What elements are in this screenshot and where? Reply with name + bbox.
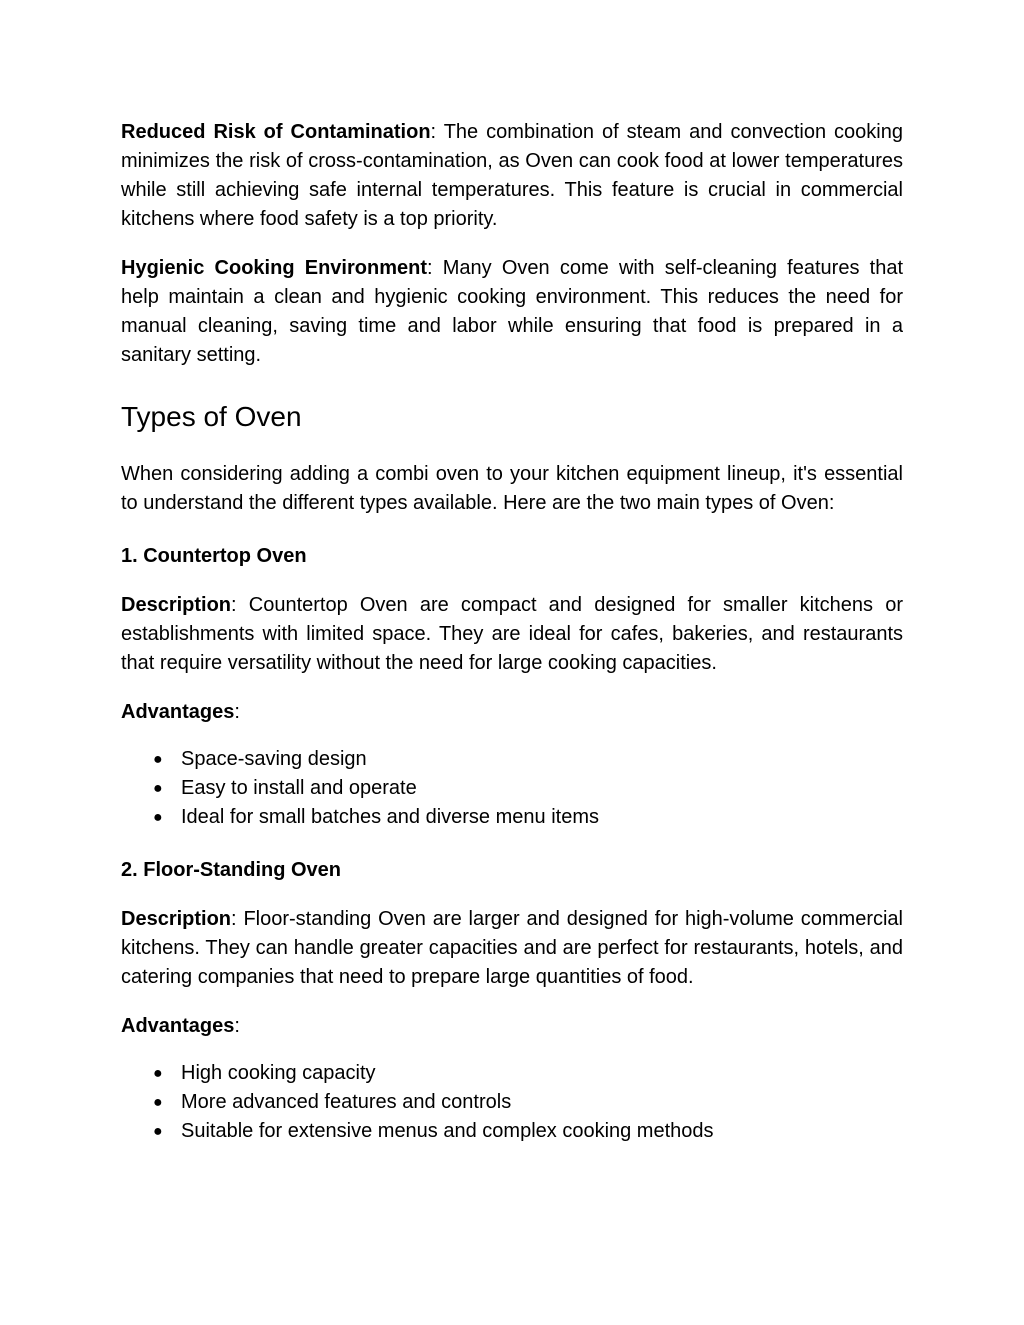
countertop-advantages-label xyxy=(121,698,903,727)
list-item-text: High cooking capacity xyxy=(181,1062,376,1084)
floor-desc-term: Description xyxy=(121,908,232,930)
list-item xyxy=(121,774,903,803)
countertop-description xyxy=(121,591,903,678)
list-item xyxy=(121,745,903,774)
countertop-advantages-list xyxy=(121,745,903,832)
floor-advantages-list xyxy=(121,1059,903,1146)
bullet-icon: ● xyxy=(153,780,163,797)
list-item xyxy=(121,1117,903,1146)
hygienic-term: Hygienic Cooking Environment xyxy=(121,257,427,279)
list-item xyxy=(121,1088,903,1117)
bullet-icon: ● xyxy=(153,1123,163,1140)
countertop-adv-term: Advantages xyxy=(121,701,235,723)
countertop-heading: 1. Countertop Oven xyxy=(121,545,307,567)
bullet-icon: ● xyxy=(153,1094,163,1111)
countertop-adv-colon: : xyxy=(234,701,240,723)
floor-standing-heading: 2. Floor-Standing Oven xyxy=(121,859,342,881)
floor-advantages-label xyxy=(121,1012,903,1041)
document-page xyxy=(121,118,903,1146)
list-item-text: More advanced features and controls xyxy=(181,1091,512,1113)
types-heading: Types of Oven xyxy=(121,401,302,432)
contamination-paragraph xyxy=(121,118,903,234)
floor-standing-description xyxy=(121,905,903,992)
hygienic-paragraph xyxy=(121,254,903,370)
bullet-icon: ● xyxy=(153,809,163,826)
list-item-text: Suitable for extensive menus and complex cooking methods xyxy=(181,1120,714,1142)
types-intro: When considering adding a combi oven to your kitchen equipment lineup, it's essential to understand the different types available. Here are the two main types of Oven: xyxy=(121,463,903,514)
floor-adv-term: Advantages xyxy=(121,1015,235,1037)
list-item xyxy=(121,1059,903,1088)
contamination-term: Reduced Risk of Contamination xyxy=(121,121,431,143)
list-item xyxy=(121,803,903,832)
floor-desc-text: : Floor-standing Oven are larger and designed for high-volume commercial kitchens. They can handle greater capacities and are perfect for restaurants, hotels, and catering companies that need to prepare large quantities of food. xyxy=(121,908,903,988)
countertop-desc-text: : Countertop Oven are compact and designed for smaller kitchens or establishments with limited space. They are ideal for cafes, bakeries, and restaurants that require versatility without the need for large cooking capacities. xyxy=(121,594,903,674)
floor-adv-colon: : xyxy=(234,1015,240,1037)
list-item-text: Ideal for small batches and diverse menu items xyxy=(181,806,599,828)
bullet-icon: ● xyxy=(153,1065,163,1082)
list-item-text: Easy to install and operate xyxy=(181,777,417,799)
bullet-icon: ● xyxy=(153,751,163,768)
list-item-text: Space-saving design xyxy=(181,748,367,770)
countertop-desc-term: Description xyxy=(121,594,232,616)
hygienic-text: : Many Oven come with self-cleaning features that help maintain a clean and hygienic cooking environment. This reduces the need for manual cleaning, saving time and labor while ensuring that food is prepared in a sanitary setting. xyxy=(121,257,904,366)
contamination-text: : The combination of steam and convection cooking minimizes the risk of cross-contamination, as Oven can cook food at lower temperatures while still achieving safe internal temperatures. This feature is crucial in commercial kitchens where food safety is a top priority. xyxy=(121,121,903,230)
